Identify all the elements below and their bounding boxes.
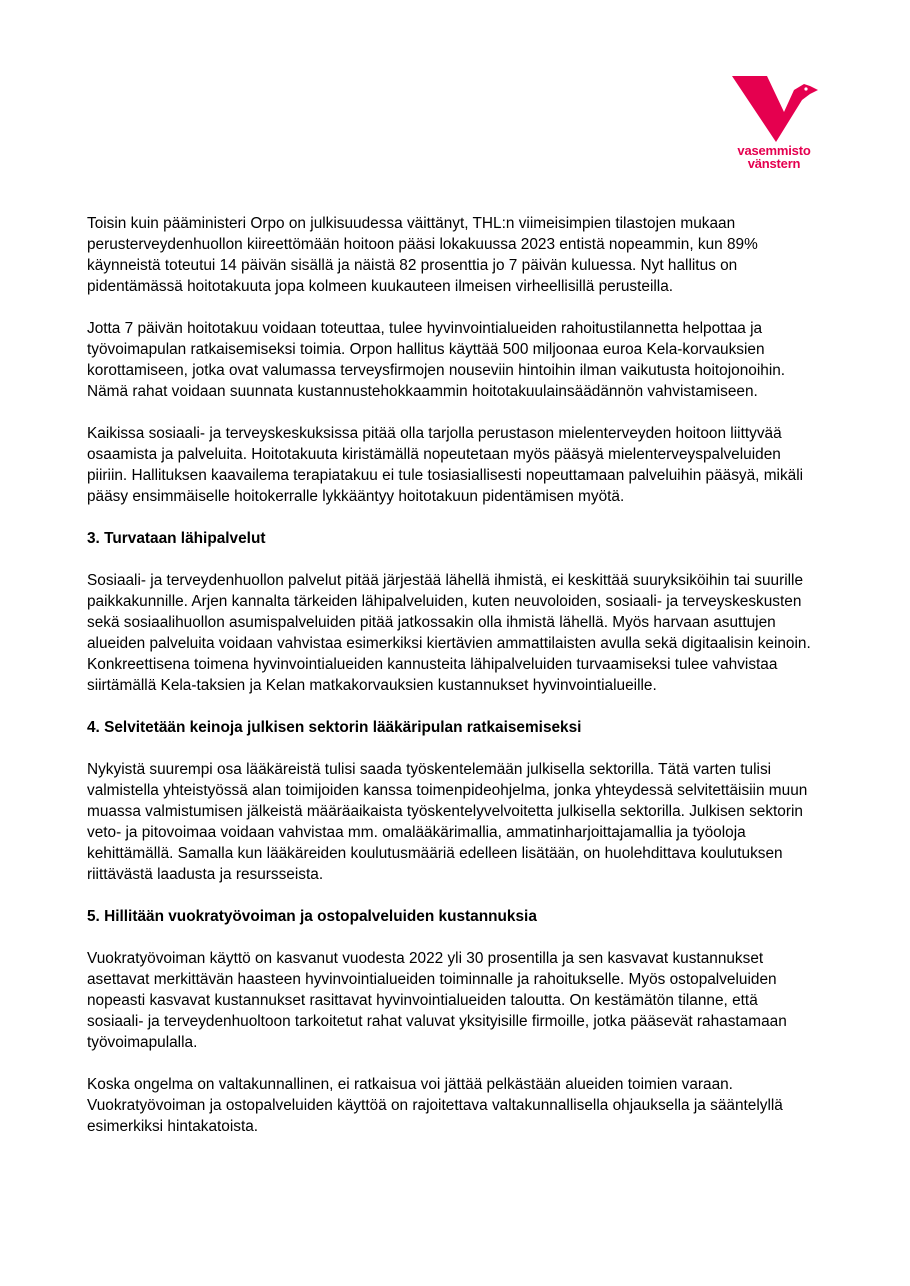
text-line: perusterveydenhuollon kiireettömään hoitoon pääsi lokakuussa 2023 entistä nopeammin, kun 89% <box>87 236 758 253</box>
text-line: Vuokratyövoiman käyttö on kasvanut vuodesta 2022 yli 30 prosentilla ja sen kasvavat kustannukset <box>87 950 764 967</box>
text-line: Nykyistä suurempi osa lääkäreistä tulisi saada työskentelemään julkisella sektorilla. Tätä varten tulisi <box>87 761 772 778</box>
text-line: Kaikissa sosiaali- ja terveyskeskuksissa pitää olla tarjolla perustason mielenterveyden hoitoon liittyvää <box>87 425 782 442</box>
text-line: Nämä rahat voidaan suunnata kustannustehokkaammin hoitotakuulainsäädännön vahvistamiseen. <box>87 383 758 400</box>
paragraph <box>87 759 827 885</box>
section-heading <box>87 528 827 549</box>
text-line: sosiaali- ja terveydenhuoltoon tarkoitetut rahat valuvat yksityisille firmoille, jotka pääsevät rahastamaan <box>87 1013 787 1030</box>
paragraph <box>87 423 827 507</box>
text-line: alueiden palveluita voidaan vahvistaa esimerkiksi kiertävien ammattilaisten avulla sekä digitaalisin keinoin. <box>87 635 811 652</box>
text-line: työvoimapulan ratkaisemiseksi toimia. Orpon hallitus käyttää 500 miljoonaa euroa Kela-korvauksien <box>87 341 765 358</box>
text-line: osaamista ja palveluita. Hoitotakuuta kiristämällä nopeutetaan myös pääsyä mielenterveyspalveluiden <box>87 446 781 463</box>
text-line: muassa valmistumisen jälkeistä määräaikaista työskentelyvelvoitetta julkisella sektorilla. Julkisen sektorin <box>87 803 803 820</box>
text-line: Vuokratyövoiman ja ostopalveluiden käyttöä on rajoitettava valtakunnallisella ohjauksella ja sääntelyllä <box>87 1097 783 1114</box>
text-line: pidentämässä hoitotakuuta jopa kolmeen kuukauteen ilmeisen virheellisillä perusteilla. <box>87 278 674 295</box>
paragraph <box>87 1074 827 1137</box>
section-heading <box>87 906 827 927</box>
text-line: 4. Selvitetään keinoja julkisen sektorin lääkäripulan ratkaisemiseksi <box>87 719 582 736</box>
logo-wordmark <box>726 144 822 170</box>
paragraph <box>87 318 827 402</box>
text-line: Toisin kuin pääministeri Orpo on julkisuudessa väittänyt, THL:n viimeisimpien tilastojen mukaan <box>87 215 736 232</box>
text-line: käynneistä toteutui 14 päivän sisällä ja näistä 82 prosenttia jo 7 päivän kuluessa. Nyt hallitus on <box>87 257 738 274</box>
document-body <box>87 213 827 1158</box>
text-line: Koska ongelma on valtakunnallinen, ei ratkaisua voi jättää pelkästään alueiden toimien varaan. <box>87 1076 733 1093</box>
section-heading <box>87 717 827 738</box>
text-line: riittävästä laadusta ja resursseista. <box>87 866 324 883</box>
text-line: veto- ja pitovoimaa voidaan vahvistaa mm. omalääkärimallia, ammatinharjoittajamallia ja työoloja <box>87 824 746 841</box>
text-line: työvoimapulalla. <box>87 1034 198 1051</box>
text-line: paikkakunnille. Arjen kannalta tärkeiden lähipalveluiden, kuten neuvoloiden, sosiaali- ja terveyskeskusten <box>87 593 802 610</box>
text-line: 5. Hillitään vuokratyövoiman ja ostopalveluiden kustannuksia <box>87 908 537 925</box>
logo-line-vasemmisto: vasemmisto <box>737 143 811 158</box>
text-line: kehittämällä. Samalla kun lääkäreiden koulutusmääriä edelleen lisätään, on huolehdittava koulutuksen <box>87 845 783 862</box>
text-line: siirtämällä Kela-taksien ja Kelan matkakorvauksien kustannukset hyvinvointialueille. <box>87 677 657 694</box>
text-line: esimerkiksi hintakatoista. <box>87 1118 259 1135</box>
paragraph <box>87 213 827 297</box>
text-line: pääsy ensimmäiselle hoitokerralle lykkääntyy hoitotakuun pidentämisen myötä. <box>87 488 625 505</box>
text-line: asettavat merkittävän haasteen hyvinvointialueiden toiminnalle ja rahoitukselle. Myös ostopalveluiden <box>87 971 777 988</box>
text-line: 3. Turvataan lähipalvelut <box>87 530 266 547</box>
paragraph <box>87 948 827 1053</box>
text-line: Jotta 7 päivän hoitotakuu voidaan toteuttaa, tulee hyvinvointialueiden rahoitustilannetta helpottaa ja <box>87 320 763 337</box>
text-line: sekä sosiaalihuollon asumispalveluiden pitää jatkossakin olla ihmistä lähellä. Myös harvaan asuttujen <box>87 614 776 631</box>
text-line: valmistella yhteistyössä alan toimijoiden kanssa toimenpideohjelma, jonka yhteydessä selvitettäisiin muun <box>87 782 808 799</box>
text-line: Sosiaali- ja terveydenhuollon palvelut pitää järjestää lähellä ihmistä, ei keskittää suuryksiköihin tai suurille <box>87 572 804 589</box>
logo-line-vanstern: vänstern <box>747 156 801 171</box>
vasemmisto-logo <box>732 74 828 174</box>
text-line: nopeasti kasvavat kustannukset rasittavat hyvinvointialueiden taloutta. On kestämätön tilanne, että <box>87 992 758 1009</box>
paragraph <box>87 570 827 696</box>
text-line: korottamiseen, jotka ovat valumassa terveysfirmojen nouseviin hintoihin ilman vaikutusta hoitojonoihin. <box>87 362 786 379</box>
text-line: Konkreettisena toimena hyvinvointialueiden kannusteita lähipalveluiden turvaamiseksi tulee vahvistaa <box>87 656 778 673</box>
text-line: piiriin. Hallituksen kaavailema terapiatakuu ei tule tosiasiallisesti nopeuttamaan palveluihin pääsyä, mikäli <box>87 467 804 484</box>
bird-logo-icon <box>732 74 824 144</box>
